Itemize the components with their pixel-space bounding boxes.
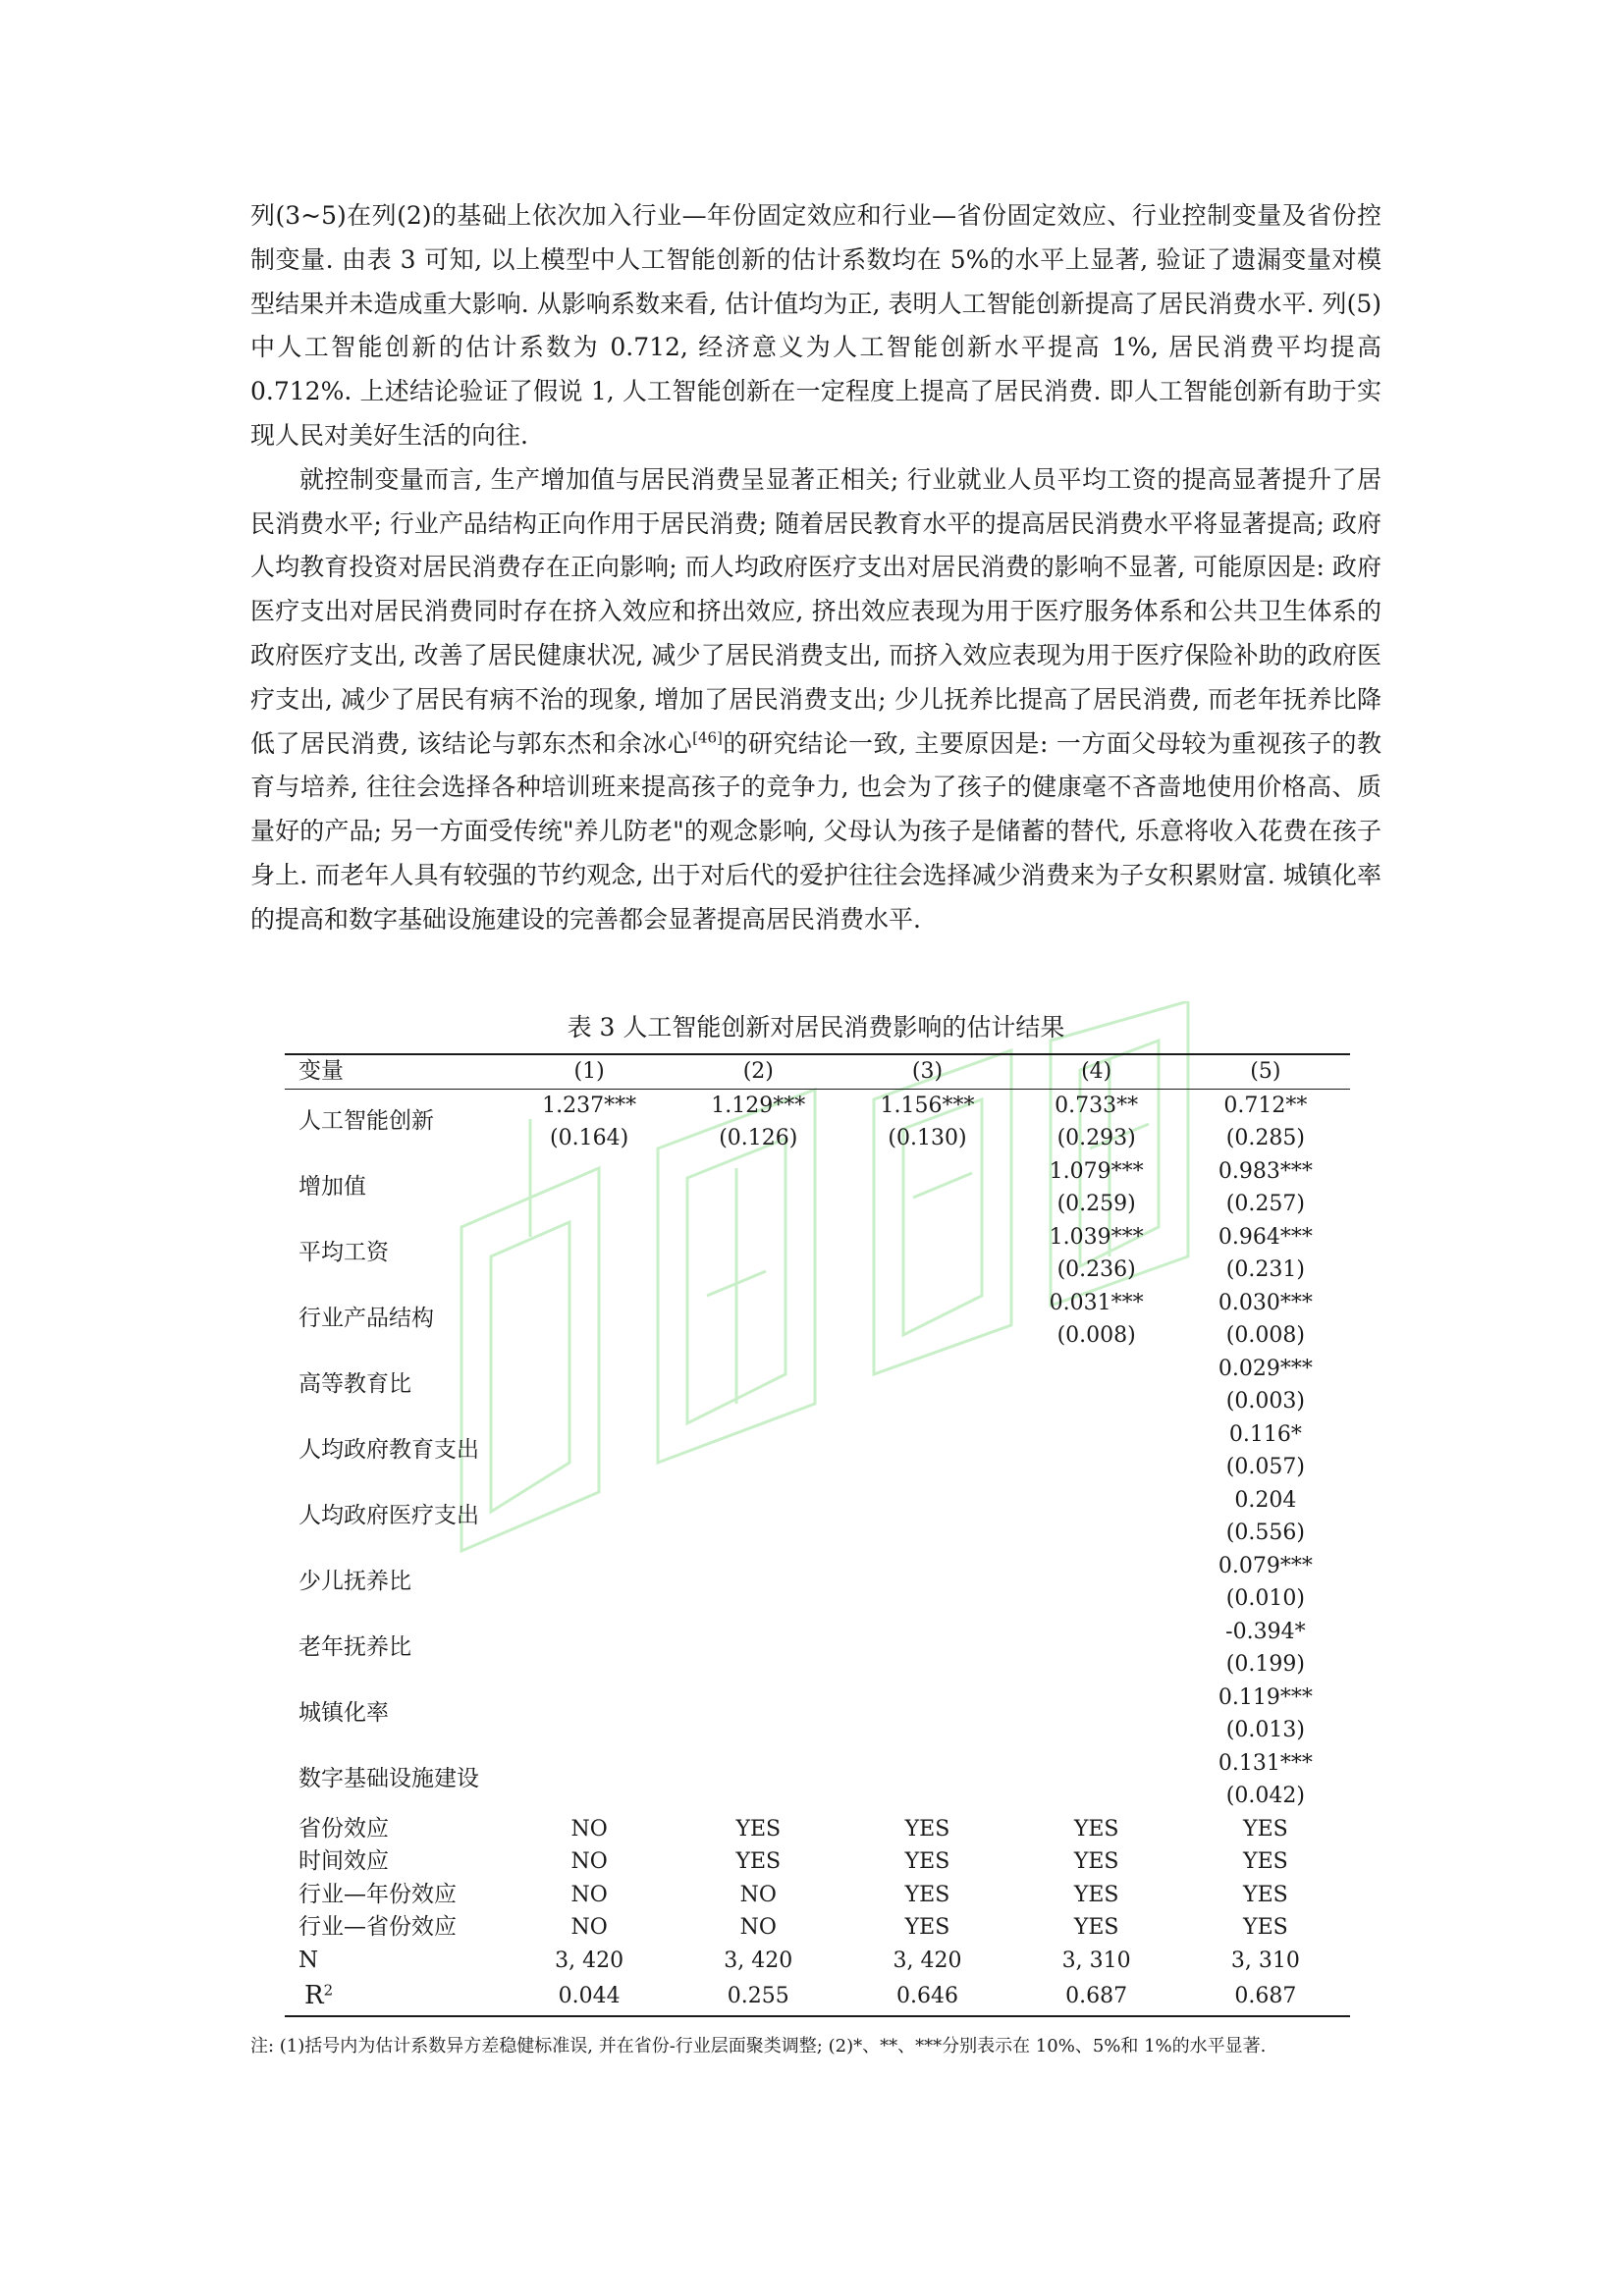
coef-cell: -0.394* xyxy=(1225,1619,1306,1644)
value-cell: YES xyxy=(1243,1849,1288,1874)
coef-cell: 1.129*** xyxy=(711,1093,806,1118)
se-cell xyxy=(505,1319,674,1353)
coef-row xyxy=(285,1089,1350,1122)
se-cell xyxy=(1012,1780,1181,1813)
value-cell: 0.255 xyxy=(727,1983,789,2008)
value-cell: YES xyxy=(904,1915,950,1940)
r-squared-letter: R xyxy=(304,1981,324,2010)
body-text xyxy=(250,194,1381,942)
paragraph xyxy=(250,458,1381,942)
coef-row xyxy=(285,1353,1350,1386)
coef-cell xyxy=(674,1747,842,1781)
se-cell xyxy=(842,1648,1011,1682)
se-cell xyxy=(842,1714,1011,1747)
se-cell: (0.164) xyxy=(550,1126,629,1150)
row-label: N xyxy=(298,1947,319,1973)
coef-cell: 0.964*** xyxy=(1218,1224,1313,1250)
coef-cell: 0.119*** xyxy=(1218,1684,1313,1710)
se-cell: (0.042) xyxy=(1225,1784,1305,1808)
coef-cell: 0.031*** xyxy=(1049,1290,1144,1315)
coef-cell xyxy=(1012,1682,1181,1715)
se-cell xyxy=(674,1714,842,1747)
fixed-effect-row xyxy=(285,1879,1350,1912)
value-cell: YES xyxy=(1243,1915,1288,1940)
coef-cell xyxy=(505,1550,674,1583)
se-cell xyxy=(1012,1648,1181,1682)
coef-cell: 0.204 xyxy=(1234,1487,1297,1513)
value-cell: NO xyxy=(570,1882,608,1907)
variable-label: 数字基础设施建设 xyxy=(298,1766,479,1792)
coef-row xyxy=(285,1418,1350,1452)
value-cell: 3, 310 xyxy=(1061,1948,1131,1973)
table-header-row xyxy=(285,1054,1350,1089)
r-squared-row xyxy=(285,1977,1350,2016)
coef-row xyxy=(285,1155,1350,1189)
coef-cell xyxy=(842,1550,1011,1583)
coef-cell xyxy=(505,1287,674,1320)
variable-label: 少儿抚养比 xyxy=(298,1569,411,1595)
coef-cell: 0.983*** xyxy=(1218,1158,1313,1184)
value-cell: YES xyxy=(1073,1849,1119,1874)
coef-cell xyxy=(674,1616,842,1649)
table-body xyxy=(285,1089,1350,2016)
coef-cell: 1.156*** xyxy=(880,1093,975,1118)
coef-cell xyxy=(505,1353,674,1386)
row-label: 行业—省份效应 xyxy=(298,1914,457,1940)
value-cell: YES xyxy=(735,1816,782,1842)
se-cell: (0.556) xyxy=(1225,1521,1305,1545)
se-cell xyxy=(674,1319,842,1353)
coef-row xyxy=(285,1221,1350,1255)
variable-label: 人均政府医疗支出 xyxy=(298,1503,479,1529)
value-cell: YES xyxy=(735,1849,782,1874)
se-cell xyxy=(505,1188,674,1221)
se-cell xyxy=(1012,1582,1181,1616)
r-squared-exponent: 2 xyxy=(323,1981,334,2000)
row-label: 省份效应 xyxy=(298,1815,389,1842)
se-cell xyxy=(674,1517,842,1550)
se-cell: (0.003) xyxy=(1225,1389,1305,1414)
coef-cell xyxy=(505,1221,674,1255)
se-cell xyxy=(1012,1385,1181,1418)
coef-row xyxy=(285,1287,1350,1320)
se-cell xyxy=(842,1582,1011,1616)
value-cell: NO xyxy=(570,1849,608,1874)
coef-cell xyxy=(1012,1353,1181,1386)
coef-cell xyxy=(505,1682,674,1715)
se-cell xyxy=(674,1582,842,1616)
coef-cell xyxy=(1012,1418,1181,1452)
coef-cell: 1.237*** xyxy=(542,1093,637,1118)
table-note: 注: (1)括号内为估计系数异方差稳健标准误, 并在省份-行业层面聚类调整; (2)*、**、***分别表示在 10%、5%和 1%的水平显著. xyxy=(250,2036,1267,2056)
se-cell xyxy=(842,1451,1011,1484)
row-label: 行业—年份效应 xyxy=(298,1881,457,1907)
coef-cell: 0.030*** xyxy=(1218,1290,1313,1315)
coef-cell xyxy=(674,1287,842,1320)
coef-cell xyxy=(674,1418,842,1452)
value-cell: YES xyxy=(904,1882,950,1907)
coef-row xyxy=(285,1484,1350,1518)
se-cell xyxy=(505,1780,674,1813)
se-cell xyxy=(674,1385,842,1418)
se-cell xyxy=(505,1714,674,1747)
coef-cell: 0.131*** xyxy=(1218,1750,1313,1776)
se-cell: (0.008) xyxy=(1225,1323,1305,1348)
regression-results-table xyxy=(285,1053,1350,2017)
value-cell: NO xyxy=(570,1915,608,1940)
fixed-effect-row xyxy=(285,1845,1350,1879)
coef-cell xyxy=(505,1418,674,1452)
se-cell xyxy=(505,1451,674,1484)
coef-row xyxy=(285,1682,1350,1715)
value-cell: 0.687 xyxy=(1234,1983,1297,2008)
value-cell: NO xyxy=(739,1882,777,1907)
variable-label: 高等教育比 xyxy=(298,1371,411,1398)
se-cell xyxy=(505,1582,674,1616)
coef-cell: 0.079*** xyxy=(1218,1553,1313,1578)
coef-cell xyxy=(842,1155,1011,1189)
se-cell xyxy=(674,1451,842,1484)
se-cell: (0.199) xyxy=(1225,1652,1305,1677)
coef-cell: 0.733** xyxy=(1055,1093,1139,1118)
coef-cell xyxy=(842,1353,1011,1386)
se-cell xyxy=(842,1254,1011,1287)
coef-cell: 0.029*** xyxy=(1218,1356,1313,1381)
value-cell: 0.687 xyxy=(1065,1983,1128,2008)
value-cell: 3, 310 xyxy=(1230,1948,1300,1973)
value-cell: 0.044 xyxy=(558,1983,621,2008)
se-cell xyxy=(1012,1517,1181,1550)
se-cell: (0.293) xyxy=(1056,1126,1136,1150)
coef-cell xyxy=(674,1155,842,1189)
coef-row xyxy=(285,1747,1350,1781)
coef-cell: 0.712** xyxy=(1223,1093,1308,1118)
se-cell xyxy=(505,1385,674,1418)
value-cell: 3, 420 xyxy=(893,1948,962,1973)
coef-row xyxy=(285,1550,1350,1583)
paragraph xyxy=(250,194,1381,458)
value-cell: YES xyxy=(1243,1882,1288,1907)
se-cell: (0.285) xyxy=(1225,1126,1305,1150)
value-cell: YES xyxy=(1073,1816,1119,1842)
citation-ref: [46] xyxy=(692,728,723,747)
coef-cell xyxy=(505,1747,674,1781)
coef-cell: 1.079*** xyxy=(1049,1158,1144,1184)
coef-cell xyxy=(842,1418,1011,1452)
value-cell: YES xyxy=(904,1849,950,1874)
se-cell: (0.236) xyxy=(1056,1257,1136,1282)
coef-cell xyxy=(505,1484,674,1518)
coef-cell xyxy=(674,1484,842,1518)
coef-cell xyxy=(842,1616,1011,1649)
se-cell xyxy=(674,1780,842,1813)
se-cell: (0.013) xyxy=(1225,1718,1305,1742)
coef-cell xyxy=(674,1353,842,1386)
value-cell: YES xyxy=(1073,1882,1119,1907)
coef-cell xyxy=(1012,1550,1181,1583)
fixed-effect-row xyxy=(285,1945,1350,1978)
header-column: (2) xyxy=(742,1059,774,1084)
se-cell xyxy=(842,1780,1011,1813)
se-cell xyxy=(1012,1714,1181,1747)
se-cell xyxy=(674,1254,842,1287)
table-caption: 表 3 人工智能创新对居民消费影响的估计结果 xyxy=(567,1013,1065,1041)
coef-cell xyxy=(674,1550,842,1583)
coef-row xyxy=(285,1616,1350,1649)
se-cell: (0.010) xyxy=(1225,1586,1305,1611)
fixed-effect-row xyxy=(285,1813,1350,1846)
header-variable: 变量 xyxy=(298,1058,344,1084)
se-cell xyxy=(674,1648,842,1682)
paragraph-text: 就控制变量而言, 生产增加值与居民消费呈显著正相关; 行业就业人员平均工资的提高显著提升了居民消费水平; 行业产品结构正向作用于居民消费; 随着居民教育水平的提高居民消费水平将显著提高; 政府人均教育投资对居民消费存在正向影响; 而人均政府医疗支出对居民消费的影响不显著, 可能原因是: 政府医疗支出对居民消费同时存在挤入效应和挤出效应, 挤出效应表现为用于医疗服务体系和公共卫生体系的政府医疗支出, 改善了居民健康状况, 减少了居民消费支出, 而挤入效应表现为用于医疗保险补助的政府医疗支出, 减少了居民有病不治的现象, 增加了居民消费支出; 少儿抚养比提高了居民消费, 而老年抚养比降低了居民消费, 该结论与郭东杰和余冰心 xyxy=(250,464,1381,758)
variable-label: 增加值 xyxy=(298,1174,366,1201)
se-cell xyxy=(842,1385,1011,1418)
variable-label: 行业产品结构 xyxy=(298,1306,434,1332)
coef-cell xyxy=(674,1682,842,1715)
value-cell: YES xyxy=(1243,1816,1288,1842)
se-cell: (0.259) xyxy=(1056,1192,1136,1216)
se-cell: (0.231) xyxy=(1225,1257,1305,1282)
se-cell: (0.130) xyxy=(888,1126,967,1150)
se-cell xyxy=(1012,1451,1181,1484)
se-cell xyxy=(842,1319,1011,1353)
variable-label: 人均政府教育支出 xyxy=(298,1437,479,1464)
value-cell: YES xyxy=(904,1816,950,1842)
coef-cell xyxy=(842,1484,1011,1518)
coef-cell: 0.116* xyxy=(1228,1421,1302,1447)
se-cell xyxy=(505,1517,674,1550)
r-squared-label xyxy=(285,1977,505,2016)
variable-label: 城镇化率 xyxy=(298,1700,389,1727)
fixed-effect-row xyxy=(285,1911,1350,1945)
coef-cell xyxy=(842,1747,1011,1781)
paragraph-text: 的研究结论一致, 主要原因是: 一方面父母较为重视孩子的教育与培养, 往往会选择各种培训班来提高孩子的竞争力, 也会为了孩子的健康毫不吝啬地使用价格高、质量好的产品; 另一方面受传统"养儿防老"的观念影响, 父母认为孩子是储蓄的替代, 乐意将收入花费在孩子身上. 而老年人具有较强的节约观念, 出于对后代的爱护往往会选择减少消费来为子女积累财富. 城镇化率的提高和数字基础设施建设的完善都会显著提高居民消费水平. xyxy=(250,728,1381,934)
header-column: (3) xyxy=(911,1059,944,1084)
value-cell: 3, 420 xyxy=(555,1948,624,1973)
se-cell xyxy=(505,1648,674,1682)
value-cell: YES xyxy=(1073,1915,1119,1940)
se-cell: (0.008) xyxy=(1056,1323,1136,1348)
variable-label: 人工智能创新 xyxy=(298,1108,434,1135)
value-cell: 0.646 xyxy=(895,1983,958,2008)
value-cell: NO xyxy=(570,1816,608,1842)
se-cell: (0.126) xyxy=(719,1126,798,1150)
header-column: (4) xyxy=(1081,1059,1112,1084)
value-cell: 3, 420 xyxy=(724,1948,793,1973)
header-column: (1) xyxy=(573,1059,605,1084)
coef-cell xyxy=(1012,1484,1181,1518)
row-label: 时间效应 xyxy=(298,1848,389,1874)
se-cell: (0.057) xyxy=(1225,1455,1305,1479)
variable-label: 老年抚养比 xyxy=(298,1634,411,1661)
se-cell xyxy=(505,1254,674,1287)
se-cell: (0.257) xyxy=(1225,1192,1305,1216)
paragraph-text: 列(3~5)在列(2)的基础上依次加入行业—年份固定效应和行业—省份固定效应、行业控制变量及省份控制变量. 由表 3 可知, 以上模型中人工智能创新的估计系数均在 5%的水平上显著, 验证了遗漏变量对模型结果并未造成重大影响. 从影响系数来看, 估计值均为正, 表明人工智能创新提高了居民消费水平. 列(5)中人工智能创新的估计系数为 0.712, 经济意义为人工智能创新水平提高 1%, 居民消费平均提高 0.712%. 上述结论验证了假说 1, 人工智能创新在一定程度上提高了居民消费. 即人工智能创新有助于实现人民对美好生活的向往. xyxy=(250,201,1381,450)
coef-cell xyxy=(505,1616,674,1649)
coef-cell xyxy=(1012,1747,1181,1781)
coef-cell xyxy=(505,1155,674,1189)
value-cell: NO xyxy=(739,1915,777,1940)
coef-cell xyxy=(674,1221,842,1255)
se-cell xyxy=(674,1188,842,1221)
coef-cell xyxy=(1012,1616,1181,1649)
se-cell xyxy=(842,1517,1011,1550)
header-column: (5) xyxy=(1250,1059,1281,1084)
se-cell xyxy=(842,1188,1011,1221)
coef-cell xyxy=(842,1221,1011,1255)
coef-cell xyxy=(842,1682,1011,1715)
coef-cell: 1.039*** xyxy=(1049,1224,1144,1250)
variable-label: 平均工资 xyxy=(298,1240,389,1266)
coef-cell xyxy=(842,1287,1011,1320)
